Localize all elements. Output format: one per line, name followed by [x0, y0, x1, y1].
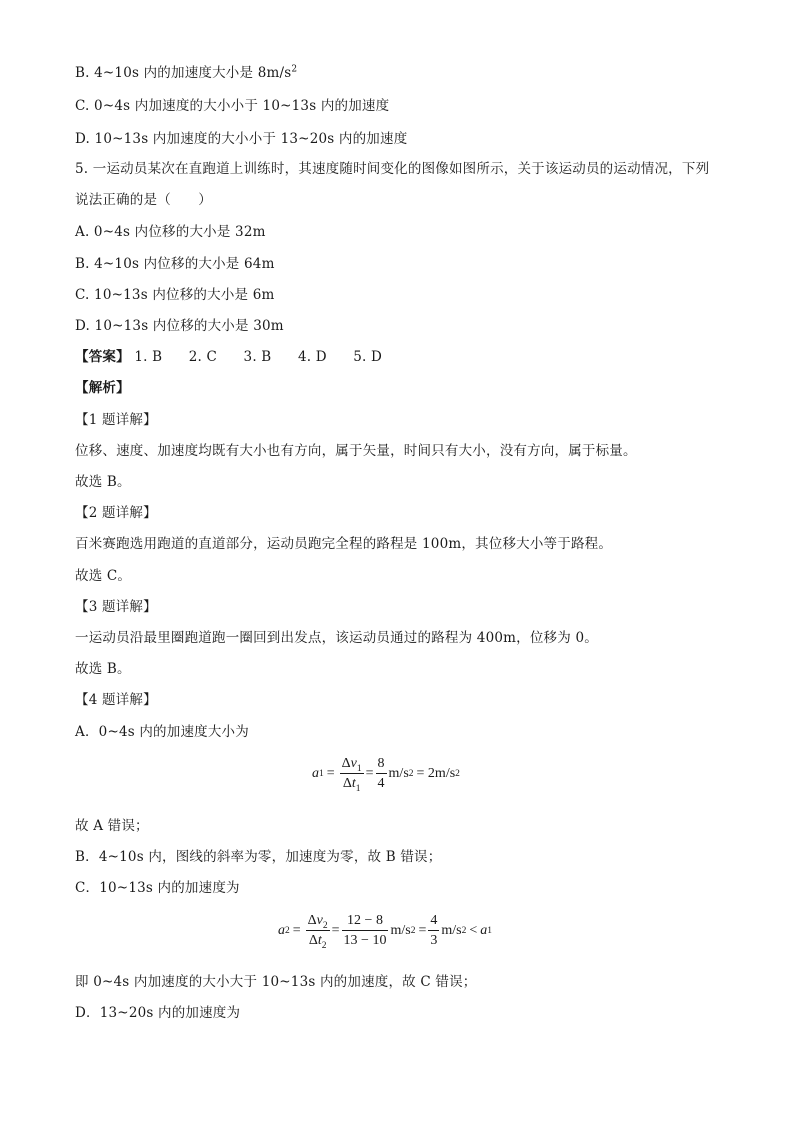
eq2-frac2-den: 13 − 10: [343, 933, 387, 948]
eq2-rhs: a: [480, 922, 488, 938]
eq2-unit2: m/s: [441, 922, 462, 938]
q4-part-c-text: C．10~13s 内的加速度为: [75, 880, 240, 896]
eq2-num-delta: Δ: [307, 913, 317, 928]
eq1-fraction-values: [376, 755, 387, 792]
q3-heading: 【3 题详解】: [75, 599, 157, 615]
equation-a2: a 2 = $\frac{\Delta v_2}{\Delta t_2}$ = $\frac{12 - 8}{13 - 10}$ m/s 2 = $\frac{4}{3}$ m/s 2 < a 1: [278, 913, 492, 951]
eq2-lhs: a: [278, 922, 285, 938]
q3-choice: 故选 B。: [75, 661, 131, 677]
q4-option-b-sup: 2: [291, 64, 298, 75]
q5-option-a: A. 0~4s 内位移的大小是 32m: [75, 224, 266, 240]
eq1-fraction-delta: [340, 755, 364, 792]
answer-item-4: 4. D: [297, 349, 327, 365]
q4-option-b: [75, 63, 297, 83]
eq2-fraction-result: [428, 912, 439, 949]
eq1-den-sub: 1: [355, 783, 361, 794]
equation-a1: a 1 = $\frac{\Delta v_1}{\Delta t_1}$ = $\frac{8}{4}$ m/s 2 = 2m/s 2: [312, 756, 460, 794]
q4-part-a-conclusion: 故 A 错误；: [75, 818, 149, 834]
eq2-den-delta: Δ: [308, 933, 318, 948]
analysis-label: 【解析】: [75, 380, 130, 396]
eq2-fraction-values: [342, 912, 389, 949]
eq1-result: = 2m/s: [416, 765, 456, 781]
q5-option-d: D. 10~13s 内位移的大小是 30m: [75, 318, 284, 334]
answer-item-5: 5. D: [353, 349, 383, 365]
q2-explanation: 百米赛跑选用跑道的直道部分，运动员跑完全程的路程是 100m，其位移大小等于路程。: [75, 536, 613, 552]
eq1-lhs: a: [312, 765, 319, 781]
eq2-den-sub: 2: [321, 940, 327, 951]
q3-explanation: 一运动员沿最里圈跑道跑一圈回到出发点，该运动员通过的路程为 400m，位移为 0。: [75, 630, 598, 646]
q4-option-c: C. 0~4s 内加速度的大小小于 10~13s 内的加速度: [75, 98, 390, 114]
q1-choice: 故选 B。: [75, 474, 131, 490]
q1-explanation: 位移、速度、加速度均既有大小也有方向，属于矢量，时间只有大小，没有方向，属于标量。: [75, 443, 637, 459]
q5-stem-line-2: 说法正确的是（ ）: [75, 192, 212, 208]
answer-row: [75, 347, 404, 367]
answer-item-3: 3. B: [243, 349, 272, 365]
eq1-den-var: t: [351, 776, 356, 791]
q4-option-b-text: B. 4~10s 内的加速度大小是 8m/s: [75, 65, 292, 81]
eq1-num-var: v: [350, 756, 357, 771]
q4-part-b-text: B．4~10s 内，图线的斜率为零，加速度为零，故 B 错误；: [75, 849, 442, 865]
eq1-unit: m/s: [388, 765, 409, 781]
q4-heading: 【4 题详解】: [75, 692, 157, 708]
eq1-den-delta: Δ: [342, 776, 352, 791]
eq1-frac2-den: 4: [377, 776, 385, 791]
eq2-num-sub: 2: [322, 920, 328, 931]
eq2-fraction-delta: [306, 912, 330, 949]
eq1-num-sub: 1: [356, 763, 362, 774]
q2-choice: 故选 C。: [75, 568, 132, 584]
q4-part-d-text: D．13~20s 内的加速度为: [75, 1005, 241, 1021]
eq2-num-var: v: [316, 913, 323, 928]
answer-item-1: 1. B: [134, 349, 163, 365]
eq2-frac2-num: 12 − 8: [342, 912, 389, 931]
eq1-frac2-num: 8: [376, 755, 387, 774]
q5-option-b: B. 4~10s 内位移的大小是 64m: [75, 256, 275, 272]
eq2-unit: m/s: [390, 922, 411, 938]
q4-part-a-text: A．0~4s 内的加速度大小为: [75, 724, 249, 740]
eq2-den-var: t: [317, 933, 322, 948]
q2-heading: 【2 题详解】: [75, 505, 157, 521]
q1-heading: 【1 题详解】: [75, 412, 157, 428]
q4-option-d: D. 10~13s 内加速度的大小小于 13~20s 内的加速度: [75, 131, 408, 147]
answer-item-2: 2. C: [188, 349, 218, 365]
q4-part-c-conclusion: 即 0~4s 内加速度的大小大于 10~13s 内的加速度，故 C 错误；: [75, 974, 477, 990]
eq1-num-delta: Δ: [341, 756, 351, 771]
eq2-compare: <: [469, 922, 478, 938]
q5-stem-line-1: 5. 一运动员某次在直跑道上训练时，其速度随时间变化的图像如图所示，关于该运动员的运动情况，下列: [75, 161, 710, 177]
answer-label: 【答案】: [75, 349, 130, 365]
eq2-frac3-num: 4: [428, 912, 439, 931]
q5-option-c: C. 10~13s 内位移的大小是 6m: [75, 287, 275, 303]
eq2-frac3-den: 3: [430, 933, 438, 948]
